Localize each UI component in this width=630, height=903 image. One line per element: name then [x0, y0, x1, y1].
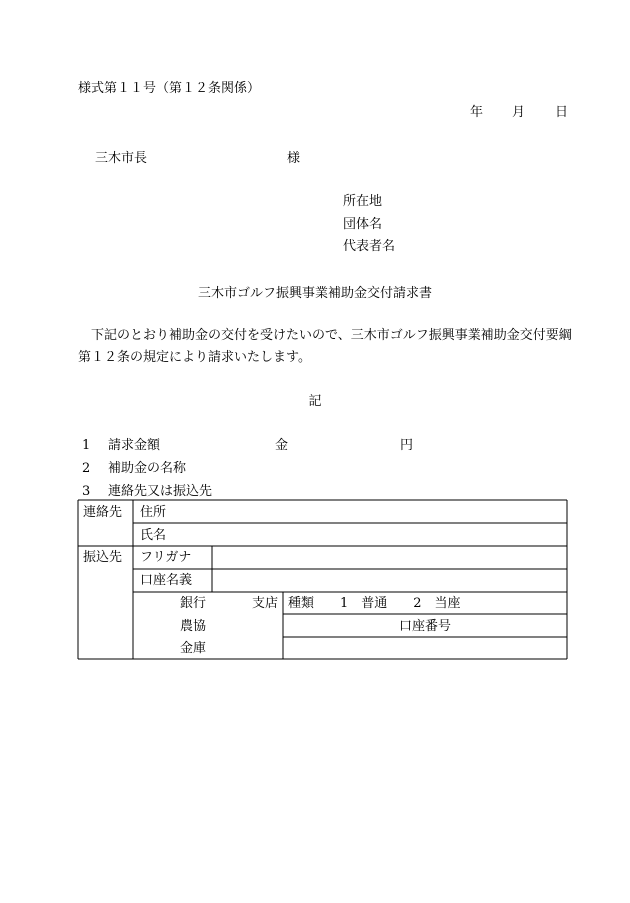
account-type-label: 種類 1 普通 2 当座	[288, 596, 461, 611]
branch-label: 支店	[252, 596, 279, 611]
applicant-address-label: 所在地	[343, 194, 383, 209]
addressee-name: 三木市長	[95, 151, 148, 166]
furigana-label: フリガナ	[140, 550, 192, 565]
ki-heading: 記	[308, 394, 322, 409]
document-body: 下記のとおり補助金の交付を受けたいので、三木市ゴルフ振興事業補助金交付要綱第１２条の規定により請求いたします。	[78, 328, 572, 365]
item-2-number: 2	[82, 461, 91, 476]
kinko-label: 金庫	[180, 641, 207, 656]
contact-header: 連絡先	[83, 505, 123, 520]
contact-address-label: 住所	[140, 505, 167, 520]
item-1-kin: 金	[275, 438, 289, 453]
addressee-honorific: 様	[287, 151, 301, 166]
item-1-number: 1	[82, 438, 91, 453]
item-3-label: 連絡先又は振込先	[108, 484, 213, 499]
contact-name-label: 氏名	[140, 528, 167, 543]
item-1-label: 請求金額	[108, 438, 161, 453]
account-name-label: 口座名義	[140, 573, 193, 588]
nokyo-label: 農協	[180, 619, 207, 634]
account-number-label: 口座番号	[398, 619, 451, 634]
item-2-label: 補助金の名称	[108, 461, 187, 476]
form-number: 様式第１１号（第１２条関係）	[78, 81, 261, 96]
date-month-label: 月	[512, 105, 526, 120]
date-day-label: 日	[555, 105, 569, 120]
applicant-organization-label: 団体名	[343, 217, 383, 232]
date-year-label: 年	[470, 105, 484, 120]
applicant-representative-label: 代表者名	[343, 239, 396, 254]
document-title: 三木市ゴルフ振興事業補助金交付請求書	[197, 286, 432, 301]
item-3-number: 3	[82, 484, 91, 499]
bank-label: 銀行	[180, 596, 207, 611]
item-1-yen: 円	[400, 438, 414, 453]
transfer-header: 振込先	[83, 550, 123, 565]
